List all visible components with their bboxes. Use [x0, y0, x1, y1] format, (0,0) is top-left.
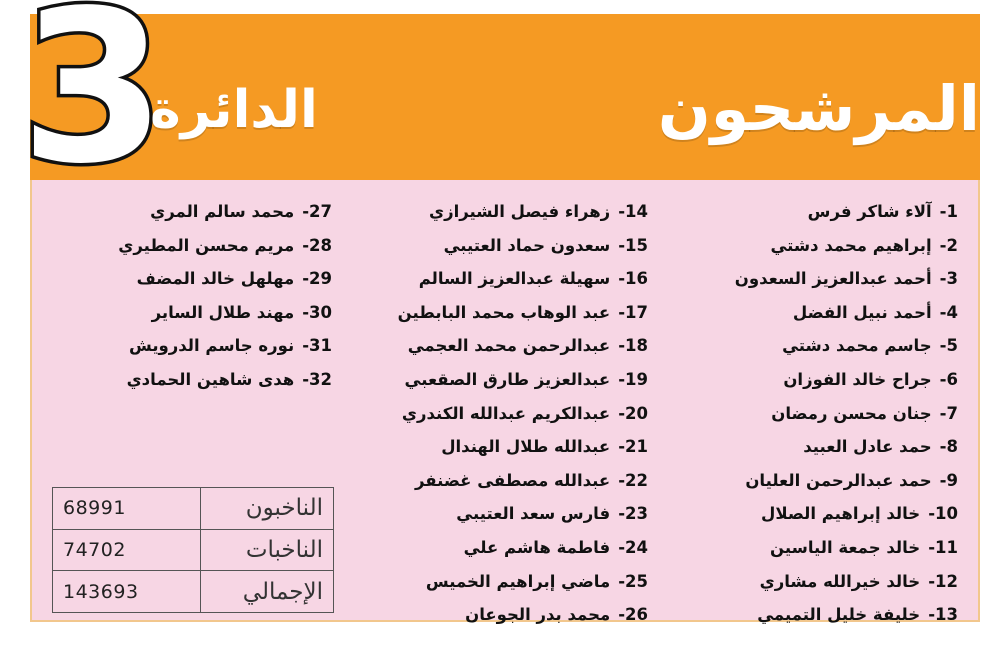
district-number-graphic: [14, 0, 172, 170]
candidate-number: -7: [939, 403, 958, 423]
candidate-number: -17: [618, 302, 648, 322]
candidate-number: -20: [618, 403, 648, 423]
candidates-column-2: [398, 195, 648, 632]
candidate-name: آلاء شاكر فرس: [807, 202, 932, 221]
candidate-number: -6: [939, 369, 958, 389]
candidate-name: حمد عادل العبيد: [803, 437, 932, 457]
candidate-item: [735, 363, 958, 397]
candidate-number: -11: [928, 537, 958, 557]
district-label: الدائرة: [150, 80, 318, 140]
candidate-item: [735, 397, 958, 431]
candidate-name: عبدالله مصطفى غضنفر: [415, 470, 611, 490]
candidate-item: [398, 195, 648, 229]
stats-value: 74702: [53, 529, 201, 571]
candidate-name: هدى شاهين الحمادي: [126, 369, 295, 389]
candidate-number: -30: [302, 302, 332, 322]
stats-row: [53, 529, 334, 571]
candidate-number: -15: [618, 235, 648, 255]
candidate-item: [118, 329, 332, 363]
candidate-item: [398, 329, 648, 363]
candidate-name: أحمد نبيل الفضل: [792, 302, 932, 322]
candidate-name: مريم محسن المطيري: [118, 235, 295, 255]
candidate-number: -21: [618, 437, 648, 457]
candidate-name: جراح خالد الفوزان: [783, 369, 932, 389]
candidate-item: [398, 598, 648, 632]
stats-row: [53, 571, 334, 613]
stats-value: 68991: [53, 488, 201, 530]
candidate-number: -12: [928, 571, 958, 591]
candidate-name: محمد سالم المري: [150, 202, 295, 221]
stats-row: [53, 488, 334, 530]
candidate-item: [735, 531, 958, 565]
candidate-number: -32: [302, 369, 332, 389]
candidates-column-3: [118, 195, 332, 397]
candidate-name: نوره جاسم الدرويش: [129, 336, 295, 356]
candidate-item: [735, 598, 958, 632]
voters-stats-table: [52, 487, 334, 613]
candidate-item: [735, 497, 958, 531]
candidate-name: عبدالرحمن محمد العجمي: [407, 336, 611, 356]
candidate-item: [735, 229, 958, 263]
candidate-item: [735, 296, 958, 330]
candidate-item: [398, 296, 648, 330]
candidate-item: [118, 363, 332, 397]
candidate-number: -29: [302, 269, 332, 289]
candidate-number: -4: [939, 302, 958, 322]
candidate-number: -22: [618, 470, 648, 490]
candidate-item: [118, 229, 332, 263]
candidate-item: [398, 363, 648, 397]
candidate-name: فاطمة هاشم علي: [463, 537, 611, 557]
candidate-number: -18: [618, 336, 648, 356]
candidate-name: خليفة خليل التميمي: [757, 605, 921, 625]
candidate-number: -8: [939, 437, 958, 457]
candidate-item: [735, 195, 958, 229]
candidate-name: ماضي إبراهيم الخميس: [425, 571, 611, 591]
candidate-item: [735, 329, 958, 363]
candidate-name: محمد بدر الجوعان: [465, 605, 611, 625]
candidate-item: [398, 464, 648, 498]
candidate-item: [398, 262, 648, 296]
candidate-item: [398, 397, 648, 431]
stats-value: 143693: [53, 571, 201, 613]
stats-label: الناخبون: [201, 488, 334, 530]
page-title: المرشحون: [657, 72, 980, 145]
candidate-number: -31: [302, 336, 332, 356]
candidate-number: -24: [618, 537, 648, 557]
candidate-number: -13: [928, 605, 958, 625]
candidate-name: عبدالعزيز طارق الصقعبي: [404, 369, 611, 389]
candidate-item: [735, 464, 958, 498]
candidates-column-1: [735, 195, 958, 632]
candidate-item: [398, 565, 648, 599]
candidate-item: [735, 430, 958, 464]
candidate-name: عبدالكريم عبدالله الكندري: [401, 403, 611, 423]
candidate-number: -14: [618, 202, 648, 221]
candidate-number: -10: [928, 504, 958, 524]
candidate-item: [118, 296, 332, 330]
candidate-number: -3: [939, 269, 958, 289]
candidate-number: -1: [939, 202, 958, 221]
candidate-item: [118, 262, 332, 296]
candidate-number: -23: [618, 504, 648, 524]
candidate-item: [118, 195, 332, 229]
candidate-number: -5: [939, 336, 958, 356]
candidate-name: جنان محسن رمضان: [771, 403, 932, 423]
candidate-number: -19: [618, 369, 648, 389]
candidate-item: [398, 229, 648, 263]
candidate-item: [398, 430, 648, 464]
candidate-number: -25: [618, 571, 648, 591]
candidate-number: -28: [302, 235, 332, 255]
candidate-name: خالد جمعة الياسين: [770, 537, 921, 557]
candidate-name: إبراهيم محمد دشتي: [770, 235, 932, 255]
candidate-item: [398, 497, 648, 531]
candidate-number: -2: [939, 235, 958, 255]
candidate-name: عبد الوهاب محمد البابطين: [397, 302, 611, 322]
candidate-name: عبدالله طلال الهندال: [441, 437, 611, 457]
candidate-number: -9: [939, 470, 958, 490]
stats-label: الناخبات: [201, 529, 334, 571]
candidate-name: خالد إبراهيم الصلال: [761, 504, 921, 524]
candidate-item: [398, 531, 648, 565]
candidate-name: مهلهل خالد المضف: [136, 269, 295, 289]
candidate-item: [735, 262, 958, 296]
candidate-number: -16: [618, 269, 648, 289]
candidate-number: -26: [618, 605, 648, 625]
candidate-name: زهراء فيصل الشيرازي: [428, 202, 611, 221]
candidate-name: حمد عبدالرحمن العليان: [745, 470, 932, 490]
candidate-name: أحمد عبدالعزيز السعدون: [734, 269, 932, 289]
candidate-name: فارس سعد العتيبي: [456, 504, 611, 524]
candidate-name: خالد خيرالله مشاري: [759, 571, 921, 591]
candidate-name: مهند طلال الساير: [151, 302, 295, 322]
candidate-name: جاسم محمد دشتي: [782, 336, 932, 356]
candidate-name: سعدون حماد العتيبي: [443, 235, 611, 255]
candidate-number: -27: [302, 202, 332, 221]
district-number: 3: [19, 0, 167, 170]
candidate-item: [735, 565, 958, 599]
stats-label: الإجمالي: [201, 571, 334, 613]
candidate-name: سهيلة عبدالعزيز السالم: [418, 269, 611, 289]
